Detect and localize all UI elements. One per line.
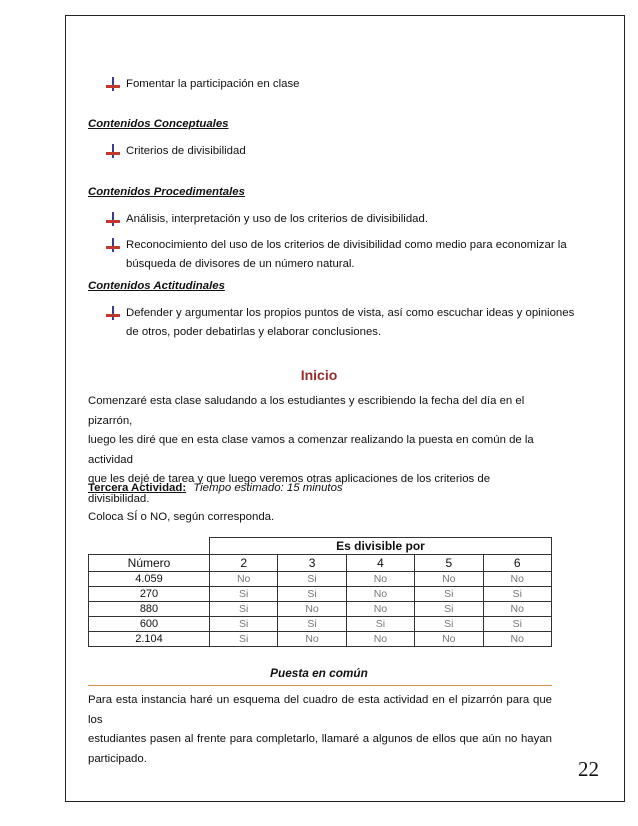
table-cell: No [278,632,346,647]
bullet-text: búsqueda de divisores de un número natural. [126,258,355,270]
activity-header [88,479,343,498]
paragraph-line: Para esta instancia haré un esquema del cuadro de esta actividad en el pizarrón para que los [88,694,552,726]
table-cell: Si [210,632,278,647]
table-cell: No [415,572,483,587]
section-title-inicio: Inicio [300,367,338,383]
table-cell: No [210,572,278,587]
table-cell: No [346,587,414,602]
table-cell: No [346,602,414,617]
paragraph-puesta [88,691,552,769]
table-header-divisor: 6 [483,555,552,572]
heading-actitudinales: Contenidos Actitudinales [88,280,225,292]
table-header-divisor: 3 [278,555,346,572]
table-cell: No [278,602,346,617]
bullet-icon [106,144,120,158]
heading-conceptuales: Contenidos Conceptuales [88,118,229,130]
divisibility-table [88,537,552,647]
bullet-text: Reconocimiento del uso de los criterios de divisibilidad como medio para economizar la [126,239,567,251]
table-cell: No [483,602,552,617]
table-cell: Si [483,587,552,602]
table-header-divisor: 4 [346,555,414,572]
table-cell-number: 880 [89,602,210,617]
table-row [89,632,552,647]
section-divider [88,685,552,686]
paragraph-line: luego les diré que en esta clase vamos a comenzar realizando la puesta en común de la actividad [88,434,534,466]
bullet-icon [106,212,120,226]
table-cell-number: 600 [89,617,210,632]
table-corner [89,538,210,555]
table-cell: No [415,632,483,647]
bullet-text: Defender y argumentar los propios puntos de vista, así como escuchar ideas y opiniones [126,307,575,319]
table-row [89,617,552,632]
table-cell: Si [210,587,278,602]
table-row [89,572,552,587]
table-cell-number: 270 [89,587,210,602]
paragraph-line: participado. [88,752,147,765]
bullet-text: de otros, poder debatirlas y elaborar conclusiones. [126,326,382,338]
table-row [89,587,552,602]
table-header-divisor: 5 [415,555,483,572]
bullet-icon [106,306,120,320]
table-cell: Si [278,617,346,632]
table-cell: No [483,632,552,647]
table-cell: Si [278,572,346,587]
bullet-text: Fomentar la participación en clase [126,78,300,90]
paragraph-line: estudiantes pasen al frente para completarlo, llamaré a algunos de ellos que aún no hayan [88,733,552,745]
heading-procedimentales: Contenidos Procedimentales [88,186,245,198]
section-title-puesta: Puesta en común [270,666,368,680]
activity-time: Tiempo estimado: 15 minutos [193,482,343,494]
table-row [89,602,552,617]
table-cell: Si [210,617,278,632]
table-cell-number: 2.104 [89,632,210,647]
bullet-text: Análisis, interpretación y uso de los criterios de divisibilidad. [126,213,428,225]
page-number: 22 [578,757,599,781]
table-cell: Si [483,617,552,632]
table-cell: No [346,632,414,647]
table-cell: Si [346,617,414,632]
paragraph-line: que les dejé de tarea y que luego veremos otras aplicaciones de los criterios de divisibilidad. [88,473,491,505]
table-header-divisor: 2 [210,555,278,572]
table-cell-number: 4.059 [89,572,210,587]
paragraph-line: Comenzaré esta clase saludando a los estudiantes y escribiendo la fecha del día en el pizarrón, [88,395,525,427]
table-cell: No [346,572,414,587]
table-header-numero: Número [89,555,210,572]
table-cell: Si [415,617,483,632]
activity-instruction: Coloca SÍ o NO, según corresponda. [88,511,275,523]
table-cell: Si [278,587,346,602]
table-cell: Si [415,587,483,602]
table-cell: No [483,572,552,587]
bullet-icon [106,238,120,252]
bullet-text: Criterios de divisibilidad [126,145,246,157]
activity-label: Tercera Actividad: [88,482,187,494]
table-group-header: Es divisible por [210,538,552,555]
table-cell: Si [415,602,483,617]
bullet-icon [106,77,120,91]
table-cell: Si [210,602,278,617]
